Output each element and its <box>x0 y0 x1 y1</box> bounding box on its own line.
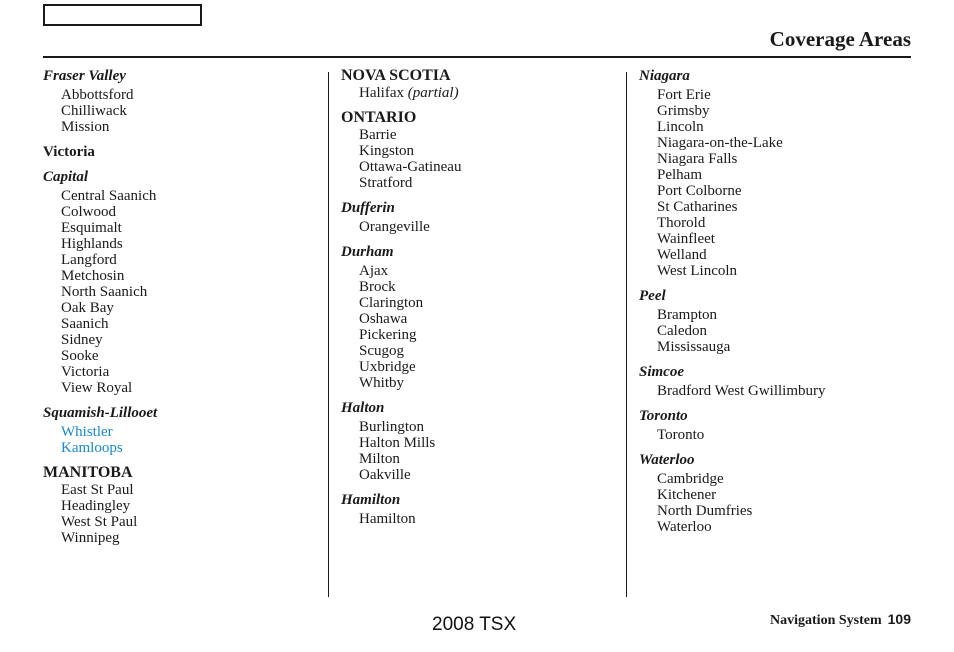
city-item <box>341 219 621 235</box>
city-name: Halifax <box>359 85 408 101</box>
city-name: Headingley <box>61 498 131 514</box>
region-heading: Durham <box>341 244 394 260</box>
region-group <box>341 244 621 391</box>
region-group <box>341 492 621 527</box>
city-item <box>341 419 621 435</box>
city-name: Oakville <box>359 467 411 483</box>
region-group <box>639 364 919 399</box>
coverage-column-2 <box>341 68 621 527</box>
city-item <box>639 103 919 119</box>
city-name: Scugog <box>359 343 404 359</box>
city-item <box>341 467 621 483</box>
city-item <box>43 498 323 514</box>
city-name: Abbottsford <box>61 87 134 103</box>
city-name: Hamilton <box>359 511 416 527</box>
region-heading: Peel <box>639 288 666 304</box>
city-item <box>341 343 621 359</box>
city-name: Esquimalt <box>61 220 122 236</box>
region-heading: Dufferin <box>341 200 395 216</box>
region-group <box>639 452 919 535</box>
city-name: Uxbridge <box>359 359 416 375</box>
city-name: Halton Mills <box>359 435 436 451</box>
region-group <box>43 144 323 160</box>
city-item <box>639 151 919 167</box>
city-item <box>43 348 323 364</box>
region-heading: NOVA SCOTIA <box>341 67 451 84</box>
city-link[interactable] <box>43 440 323 456</box>
city-name: Ottawa-Gatineau <box>359 159 462 175</box>
city-name: Mission <box>61 119 110 135</box>
city-item <box>639 247 919 263</box>
region-heading: Squamish-Lillooet <box>43 405 158 421</box>
city-name: Ajax <box>359 263 389 279</box>
city-name: Thorold <box>657 215 706 231</box>
region-heading: Toronto <box>639 408 688 424</box>
city-item <box>43 103 323 119</box>
city-item <box>341 175 621 191</box>
region-group <box>639 288 919 355</box>
city-name: Kamloops <box>61 440 123 456</box>
city-item <box>43 530 323 546</box>
city-name: Kitchener <box>657 487 717 503</box>
city-name: Mississauga <box>657 339 731 355</box>
region-heading: Waterloo <box>639 452 695 468</box>
city-item <box>43 252 323 268</box>
city-item <box>341 311 621 327</box>
footer-nav <box>770 611 911 629</box>
region-group <box>43 465 323 546</box>
region-group <box>341 400 621 483</box>
city-name: Sooke <box>61 348 99 364</box>
city-item <box>341 263 621 279</box>
city-name: Saanich <box>61 316 109 332</box>
city-item <box>341 359 621 375</box>
city-name: East St Paul <box>61 482 134 498</box>
city-item <box>639 183 919 199</box>
city-name: Pickering <box>359 327 417 343</box>
city-name: Orangeville <box>359 219 430 235</box>
coverage-column-1 <box>43 68 323 546</box>
page-number: 109 <box>887 611 911 627</box>
region-group <box>43 169 323 396</box>
city-item <box>341 295 621 311</box>
region-heading: Hamilton <box>341 492 401 508</box>
city-item <box>341 127 621 143</box>
city-item <box>43 119 323 135</box>
city-item <box>639 487 919 503</box>
region-group <box>341 110 621 191</box>
city-item <box>43 284 323 300</box>
region-group <box>639 68 919 279</box>
city-item <box>43 268 323 284</box>
city-item <box>341 435 621 451</box>
city-name: Sidney <box>61 332 103 348</box>
city-name: Pelham <box>657 167 702 183</box>
header-rule <box>43 56 911 58</box>
city-name: Niagara-on-the-Lake <box>657 135 783 151</box>
city-item <box>639 323 919 339</box>
city-item <box>639 427 919 443</box>
city-name: St Catharines <box>657 199 738 215</box>
region-heading: Niagara <box>639 68 690 84</box>
region-group <box>43 68 323 135</box>
city-name: North Dumfries <box>657 503 753 519</box>
city-item <box>639 119 919 135</box>
city-name: Langford <box>61 252 117 268</box>
city-name: Oak Bay <box>61 300 114 316</box>
city-name: Bradford West Gwillimbury <box>657 383 826 399</box>
city-name: North Saanich <box>61 284 148 300</box>
city-name: Kingston <box>359 143 415 159</box>
city-name: Welland <box>657 247 707 263</box>
city-note: (partial) <box>407 85 459 101</box>
city-name: Chilliwack <box>61 103 127 119</box>
city-name: Waterloo <box>657 519 712 535</box>
city-item <box>43 482 323 498</box>
city-item <box>639 87 919 103</box>
city-name: Whitby <box>359 375 404 391</box>
city-item <box>43 300 323 316</box>
city-item <box>639 383 919 399</box>
city-item <box>43 87 323 103</box>
city-name: Whistler <box>61 424 113 440</box>
city-item <box>43 236 323 252</box>
city-item <box>341 375 621 391</box>
city-name: Central Saanich <box>61 188 157 204</box>
region-heading: MANITOBA <box>43 464 133 481</box>
footer-model-label: 2008 TSX <box>432 614 517 635</box>
city-name: Lincoln <box>657 119 704 135</box>
city-name: Milton <box>359 451 400 467</box>
city-item <box>639 503 919 519</box>
city-item <box>341 451 621 467</box>
city-name: Toronto <box>657 427 705 443</box>
region-group <box>341 68 621 101</box>
city-item <box>639 263 919 279</box>
city-name: Grimsby <box>657 103 710 119</box>
city-item <box>639 339 919 355</box>
city-name: Caledon <box>657 323 707 339</box>
region-group <box>43 405 323 456</box>
city-name: Winnipeg <box>61 530 120 546</box>
city-name: Colwood <box>61 204 117 220</box>
region-group <box>341 200 621 235</box>
city-name: Stratford <box>359 175 413 191</box>
city-name: Brock <box>359 279 396 295</box>
region-heading: ONTARIO <box>341 109 417 126</box>
city-item <box>639 167 919 183</box>
region-group <box>639 408 919 443</box>
city-name: View Royal <box>61 380 133 396</box>
region-heading: Fraser Valley <box>43 68 126 84</box>
header-tab-box <box>43 4 202 26</box>
city-item <box>43 204 323 220</box>
city-item <box>639 307 919 323</box>
city-name: Cambridge <box>657 471 724 487</box>
region-heading: Halton <box>341 400 385 416</box>
city-item <box>341 511 621 527</box>
city-item <box>43 514 323 530</box>
city-name: Victoria <box>61 364 110 380</box>
city-item <box>341 279 621 295</box>
region-heading: Victoria <box>43 144 95 160</box>
city-name: West St Paul <box>61 514 138 530</box>
region-heading: Simcoe <box>639 364 684 380</box>
city-item <box>639 215 919 231</box>
city-name: Clarington <box>359 295 424 311</box>
city-link[interactable] <box>43 424 323 440</box>
city-item <box>43 380 323 396</box>
city-item <box>43 364 323 380</box>
city-item <box>639 519 919 535</box>
column-divider <box>328 72 329 597</box>
city-name: Port Colborne <box>657 183 742 199</box>
city-item <box>43 220 323 236</box>
city-item <box>341 85 621 101</box>
city-item <box>43 188 323 204</box>
city-item <box>43 316 323 332</box>
city-item <box>639 471 919 487</box>
city-name: Niagara Falls <box>657 151 738 167</box>
city-name: Burlington <box>359 419 425 435</box>
footer-section-label: Navigation System <box>770 613 882 628</box>
city-item <box>639 199 919 215</box>
region-heading: Capital <box>43 169 89 185</box>
column-divider <box>626 72 627 597</box>
city-name: Barrie <box>359 127 397 143</box>
city-item <box>639 135 919 151</box>
city-item <box>341 327 621 343</box>
page-title: Coverage Areas <box>769 27 911 51</box>
city-name: Brampton <box>657 307 717 323</box>
city-name: Wainfleet <box>657 231 715 247</box>
coverage-column-3 <box>639 68 919 535</box>
city-name: Fort Erie <box>657 87 711 103</box>
city-name: West Lincoln <box>657 263 738 279</box>
city-item <box>341 143 621 159</box>
city-name: Highlands <box>61 236 123 252</box>
city-name: Metchosin <box>61 268 125 284</box>
city-item <box>639 231 919 247</box>
city-item <box>341 159 621 175</box>
city-item <box>43 332 323 348</box>
city-name: Oshawa <box>359 311 408 327</box>
